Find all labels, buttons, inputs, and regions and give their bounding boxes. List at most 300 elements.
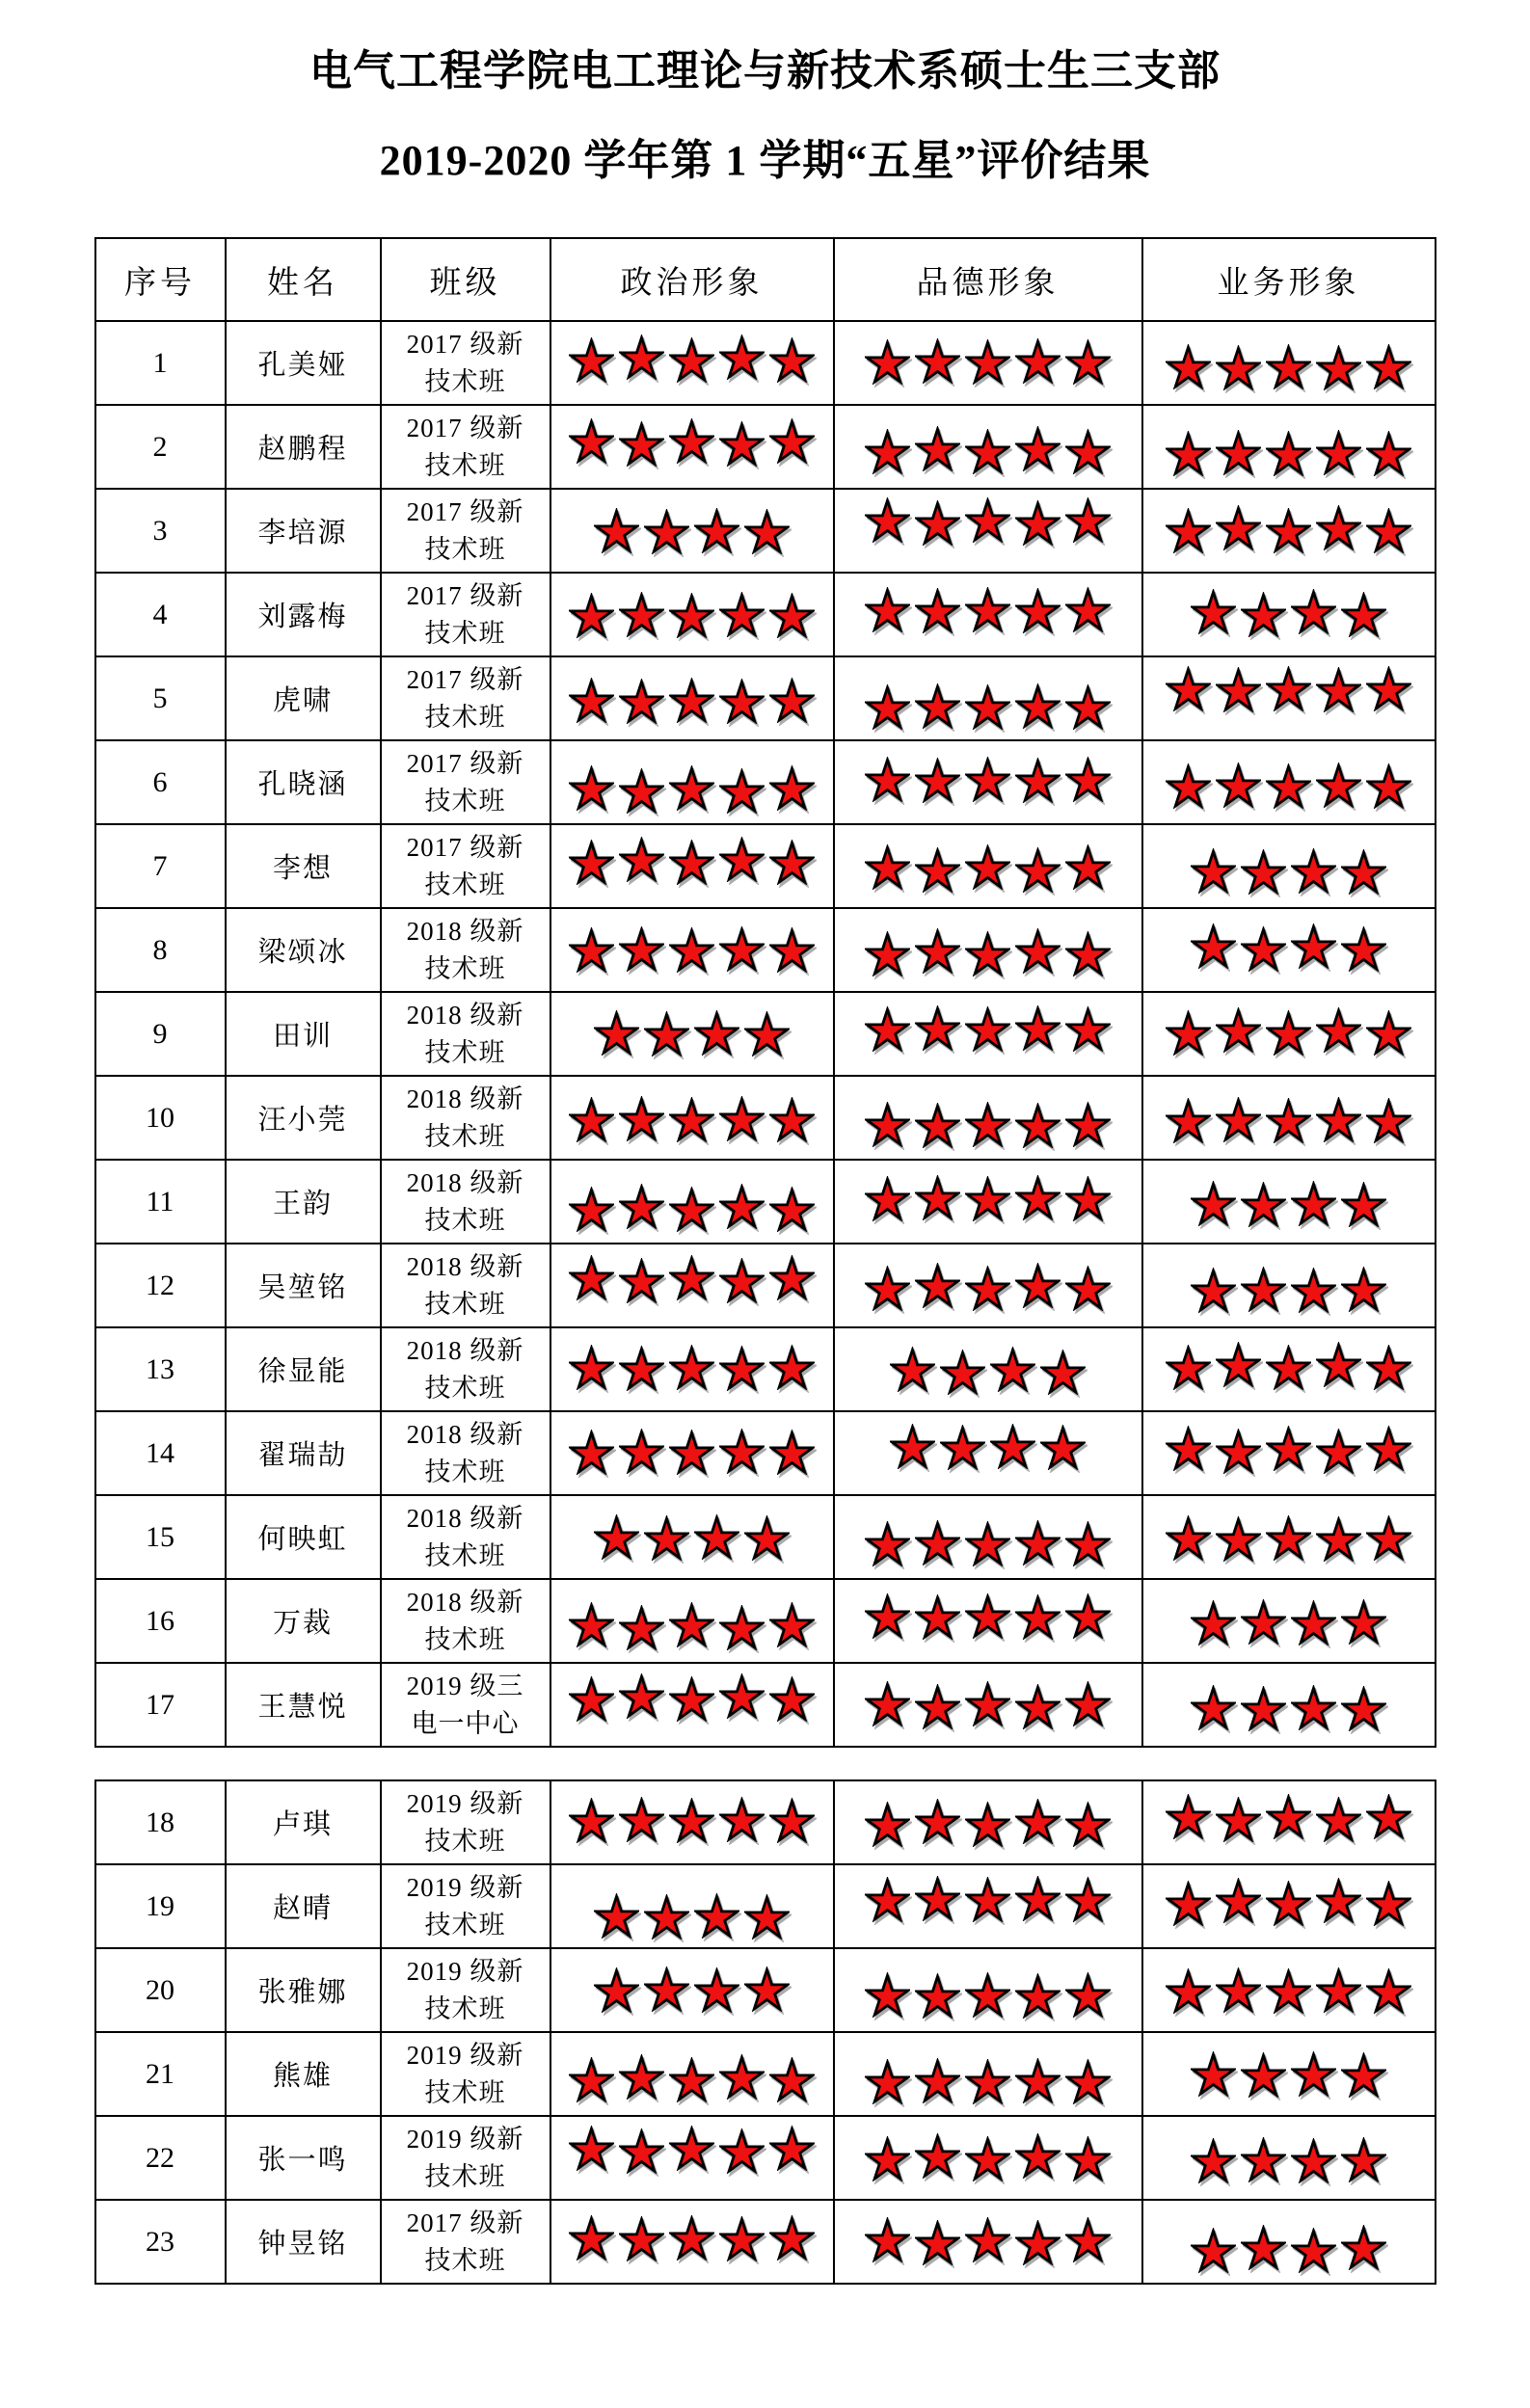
star-icon — [965, 2217, 1010, 2262]
cell-class: 2017 级新技术班 — [381, 824, 550, 908]
star-icon — [1015, 1594, 1060, 1640]
star-icon — [1191, 1600, 1236, 1645]
star-icon — [965, 1877, 1010, 1922]
cell-moral-rating — [834, 1244, 1142, 1327]
table-row — [95, 908, 1436, 992]
cell-political-rating — [550, 405, 834, 489]
star-icon — [619, 1184, 664, 1229]
star-icon — [1316, 667, 1361, 712]
star-icon — [1065, 2136, 1111, 2181]
star-icon — [769, 678, 815, 723]
star-icon — [1366, 1968, 1411, 2014]
cell-index: 13 — [95, 1327, 226, 1411]
star-icon — [965, 1176, 1010, 1221]
star-icon — [1266, 1098, 1311, 1143]
cell-business-rating — [1142, 908, 1436, 992]
moral-star-rating — [835, 1009, 1141, 1055]
star-icon — [1191, 589, 1236, 634]
cell-business-rating — [1142, 1948, 1436, 2032]
cell-moral-rating — [834, 656, 1142, 740]
star-icon — [865, 339, 910, 385]
cell-political-rating — [550, 1579, 834, 1663]
star-icon — [865, 587, 910, 632]
star-icon — [1366, 1794, 1411, 1839]
business-star-rating — [1143, 1012, 1435, 1057]
cell-name: 张雅娜 — [226, 1948, 381, 2032]
cell-index: 7 — [95, 824, 226, 908]
star-icon — [569, 1430, 614, 1475]
star-icon — [1065, 1681, 1111, 1726]
cell-name: 万裁 — [226, 1579, 381, 1663]
table-row — [95, 1327, 1436, 1411]
star-icon — [915, 426, 960, 471]
cell-index: 1 — [95, 321, 226, 405]
star-icon — [569, 927, 614, 973]
star-icon — [865, 2136, 910, 2181]
star-icon — [619, 1258, 664, 1303]
political-star-rating — [551, 1349, 833, 1394]
cell-business-rating — [1142, 1244, 1436, 1327]
political-star-rating — [551, 2054, 833, 2100]
star-icon — [594, 1893, 639, 1939]
star-icon — [1316, 430, 1361, 475]
star-icon — [1191, 1181, 1236, 1226]
star-icon — [1015, 1520, 1060, 1565]
col-header-no: 序号 — [95, 238, 226, 321]
star-icon — [619, 334, 664, 380]
cell-class: 2019 级新技术班 — [381, 1948, 550, 2032]
cell-name: 李培源 — [226, 489, 381, 573]
cell-moral-rating — [834, 992, 1142, 1076]
business-star-rating — [1143, 1431, 1435, 1476]
star-icon — [569, 2215, 614, 2261]
star-icon — [1166, 1426, 1211, 1471]
business-star-rating — [1143, 340, 1435, 386]
star-icon — [1366, 1881, 1411, 1926]
star-icon — [1191, 848, 1236, 894]
star-icon — [1241, 2137, 1286, 2182]
moral-star-rating — [835, 426, 1141, 471]
star-icon — [1166, 344, 1211, 389]
star-icon — [569, 2057, 614, 2102]
cell-political-rating — [550, 1495, 834, 1579]
cell-class: 2017 级新技术班 — [381, 656, 550, 740]
table-header-row — [95, 238, 1436, 321]
star-icon — [1291, 848, 1336, 894]
star-icon — [1191, 923, 1236, 969]
cell-class: 2018 级新技术班 — [381, 1244, 550, 1327]
star-icon — [1191, 1268, 1236, 1313]
star-icon — [915, 2058, 960, 2103]
star-icon — [719, 679, 765, 724]
star-icon — [915, 1684, 960, 1729]
evaluation-table-block1 — [94, 237, 1436, 1748]
star-icon — [1040, 1425, 1086, 1470]
cell-class: 2018 级新技术班 — [381, 992, 550, 1076]
cell-name: 王韵 — [226, 1160, 381, 1244]
star-icon — [865, 1877, 910, 1922]
moral-star-rating — [835, 2057, 1141, 2102]
cell-index: 10 — [95, 1076, 226, 1160]
cell-name: 梁颂冰 — [226, 908, 381, 992]
star-icon — [1266, 1515, 1311, 1561]
star-icon — [1015, 758, 1060, 803]
star-icon — [1241, 1267, 1286, 1312]
star-icon — [965, 2136, 1010, 2181]
document-title-line1: 电气工程学院电工理论与新技术系硕士生三支部 — [309, 47, 1221, 94]
star-icon — [769, 418, 815, 464]
star-icon — [1166, 1345, 1211, 1390]
political-star-rating — [551, 512, 833, 557]
cell-index: 5 — [95, 656, 226, 740]
star-icon — [769, 2126, 815, 2171]
cell-political-rating — [550, 1244, 834, 1327]
table-row — [95, 1663, 1436, 1747]
star-icon — [1216, 1097, 1261, 1142]
star-icon — [965, 1681, 1010, 1726]
star-icon — [1015, 1263, 1060, 1308]
star-icon — [1291, 1181, 1336, 1226]
star-icon — [594, 508, 639, 553]
table-row — [95, 405, 1436, 489]
star-icon — [890, 1347, 935, 1392]
cell-name: 汪小莞 — [226, 1076, 381, 1160]
cell-political-rating — [550, 1864, 834, 1948]
star-icon — [1241, 849, 1286, 895]
cell-political-rating — [550, 1948, 834, 2032]
cell-business-rating — [1142, 2200, 1436, 2284]
star-icon — [569, 593, 614, 638]
star-icon — [619, 1096, 664, 1141]
star-icon — [719, 768, 765, 814]
star-icon — [1241, 2052, 1286, 2098]
star-icon — [1316, 1967, 1361, 2013]
star-icon — [1015, 500, 1060, 546]
star-icon — [1015, 847, 1060, 893]
table-row — [95, 2032, 1436, 2116]
business-star-rating — [1143, 1266, 1435, 1311]
cell-index: 9 — [95, 992, 226, 1076]
star-icon — [1216, 667, 1261, 712]
star-icon — [1015, 1684, 1060, 1729]
star-icon — [569, 1798, 614, 1843]
star-icon — [1015, 683, 1060, 729]
star-icon — [965, 757, 1010, 802]
star-icon — [769, 1187, 815, 1232]
political-star-rating — [551, 842, 833, 887]
star-icon — [1291, 923, 1336, 969]
star-icon — [1065, 844, 1111, 890]
star-icon — [644, 1011, 689, 1057]
star-icon — [890, 1424, 935, 1469]
star-icon — [1241, 926, 1286, 972]
star-icon — [569, 337, 614, 383]
cell-class: 2019 级新技术班 — [381, 2116, 550, 2200]
star-icon — [1065, 497, 1111, 543]
cell-index: 16 — [95, 1579, 226, 1663]
star-icon — [619, 926, 664, 972]
star-icon — [569, 418, 614, 464]
political-star-rating — [551, 930, 833, 976]
star-icon — [1216, 1429, 1261, 1474]
star-icon — [990, 1347, 1035, 1392]
star-icon — [619, 2054, 664, 2100]
cell-name: 张一鸣 — [226, 2116, 381, 2200]
star-icon — [865, 2059, 910, 2104]
cell-moral-rating — [834, 405, 1142, 489]
star-icon — [1316, 1429, 1361, 1474]
star-icon — [694, 1010, 739, 1056]
star-icon — [1366, 1345, 1411, 1390]
cell-moral-rating — [834, 2032, 1142, 2116]
col-header-moral: 品德形象 — [834, 238, 1142, 321]
star-icon — [1341, 1599, 1386, 1645]
star-icon — [915, 1799, 960, 1844]
political-star-rating — [551, 1602, 833, 1647]
star-icon — [769, 2057, 815, 2102]
cell-business-rating — [1142, 405, 1436, 489]
star-icon — [965, 587, 1010, 632]
star-icon — [1266, 1345, 1311, 1390]
star-icon — [1366, 763, 1411, 809]
star-icon — [1015, 1973, 1060, 2019]
star-icon — [1166, 1515, 1211, 1561]
star-icon — [1065, 2217, 1111, 2262]
star-icon — [669, 927, 714, 973]
table-row — [95, 321, 1436, 405]
cell-moral-rating — [834, 489, 1142, 573]
political-star-rating — [551, 588, 833, 633]
moral-star-rating — [835, 1681, 1141, 1726]
political-star-rating — [551, 1889, 833, 1935]
cell-moral-rating — [834, 321, 1142, 405]
star-icon — [1366, 1098, 1411, 1143]
table-row — [95, 2116, 1436, 2200]
cell-business-rating — [1142, 1579, 1436, 1663]
cell-political-rating — [550, 1411, 834, 1495]
moral-star-rating — [835, 1880, 1141, 1925]
star-icon — [1266, 1010, 1311, 1056]
cell-business-rating — [1142, 489, 1436, 573]
cell-business-rating — [1142, 573, 1436, 656]
star-icon — [940, 1425, 985, 1470]
star-icon — [669, 765, 714, 811]
star-icon — [1241, 2225, 1286, 2270]
star-icon — [1291, 589, 1336, 634]
star-icon — [865, 1593, 910, 1639]
moral-star-rating — [835, 2133, 1141, 2179]
cell-index: 19 — [95, 1864, 226, 1948]
star-icon — [1166, 1881, 1211, 1926]
star-icon — [669, 1798, 714, 1843]
cell-class: 2019 级新技术班 — [381, 1864, 550, 1948]
cell-index: 21 — [95, 2032, 226, 2116]
star-icon — [1366, 1426, 1411, 1471]
cell-name: 熊雄 — [226, 2032, 381, 2116]
col-header-class: 班级 — [381, 238, 550, 321]
business-star-rating — [1143, 2047, 1435, 2093]
star-icon — [1291, 2138, 1336, 2183]
star-icon — [744, 1894, 790, 1940]
moral-star-rating — [835, 1968, 1141, 2014]
star-icon — [719, 1096, 765, 1141]
star-icon — [1216, 1342, 1261, 1387]
cell-name: 徐显能 — [226, 1327, 381, 1411]
star-icon — [965, 684, 1010, 730]
business-star-rating — [1143, 759, 1435, 804]
star-icon — [669, 1187, 714, 1232]
star-icon — [1065, 1802, 1111, 1847]
star-icon — [1015, 1876, 1060, 1921]
business-star-rating — [1143, 847, 1435, 893]
star-icon — [1366, 344, 1411, 389]
star-icon — [1166, 1098, 1211, 1143]
moral-star-rating — [835, 1098, 1141, 1143]
cell-political-rating — [550, 740, 834, 824]
star-icon — [569, 1602, 614, 1647]
star-icon — [1341, 1686, 1386, 1731]
political-star-rating — [551, 1095, 833, 1140]
cell-business-rating — [1142, 1495, 1436, 1579]
star-icon — [1266, 1881, 1311, 1926]
star-icon — [769, 1602, 815, 1647]
cell-name: 吴堃铭 — [226, 1244, 381, 1327]
cell-political-rating — [550, 1076, 834, 1160]
star-icon — [1065, 684, 1111, 730]
star-icon — [965, 1972, 1010, 2018]
star-icon — [915, 1876, 960, 1921]
cell-class: 2018 级新技术班 — [381, 1579, 550, 1663]
star-icon — [569, 1097, 614, 1142]
moral-star-rating — [835, 1263, 1141, 1308]
business-star-rating — [1143, 1684, 1435, 1729]
star-icon — [1065, 429, 1111, 474]
star-icon — [965, 931, 1010, 977]
business-star-rating — [1143, 923, 1435, 969]
star-icon — [719, 421, 765, 467]
star-icon — [1241, 592, 1286, 637]
star-icon — [1241, 1182, 1286, 1227]
star-icon — [1341, 1267, 1386, 1312]
cell-class: 2018 级新技术班 — [381, 908, 550, 992]
star-icon — [669, 678, 714, 723]
star-icon — [1065, 931, 1111, 977]
star-icon — [719, 1797, 765, 1842]
star-icon — [965, 1006, 1010, 1052]
star-icon — [1316, 345, 1361, 390]
cell-business-rating — [1142, 2032, 1436, 2116]
cell-class: 2018 级新技术班 — [381, 1076, 550, 1160]
star-icon — [1266, 508, 1311, 553]
star-icon — [644, 509, 689, 554]
star-icon — [719, 837, 765, 882]
star-icon — [915, 588, 960, 633]
political-star-rating — [551, 1184, 833, 1229]
cell-index: 18 — [95, 1780, 226, 1864]
star-icon — [1291, 1600, 1336, 1645]
cell-political-rating — [550, 2116, 834, 2200]
star-icon — [1316, 1797, 1361, 1842]
cell-class: 2017 级新技术班 — [381, 2200, 550, 2284]
star-icon — [915, 683, 960, 729]
star-icon — [1015, 2058, 1060, 2103]
table-row — [95, 1780, 1436, 1864]
star-icon — [1015, 426, 1060, 471]
star-icon — [1015, 928, 1060, 974]
star-icon — [619, 592, 664, 637]
star-icon — [865, 1802, 910, 1847]
cell-business-rating — [1142, 2116, 1436, 2200]
star-icon — [744, 509, 790, 554]
star-icon — [1216, 1797, 1261, 1842]
moral-star-rating — [835, 844, 1141, 890]
star-icon — [965, 1521, 1010, 1566]
table-row — [95, 1495, 1436, 1579]
star-icon — [1065, 1521, 1111, 1566]
star-icon — [1316, 1007, 1361, 1053]
star-icon — [1341, 2137, 1386, 2182]
cell-index: 14 — [95, 1411, 226, 1495]
star-icon — [865, 429, 910, 474]
cell-political-rating — [550, 1160, 834, 1244]
star-icon — [744, 1011, 790, 1057]
star-icon — [1216, 763, 1261, 808]
cell-moral-rating — [834, 1663, 1142, 1747]
star-icon — [865, 2217, 910, 2262]
star-icon — [769, 765, 815, 811]
star-icon — [865, 497, 910, 543]
star-icon — [619, 1429, 664, 1474]
cell-political-rating — [550, 489, 834, 573]
star-icon — [719, 1429, 765, 1474]
cell-class: 2018 级新技术班 — [381, 1327, 550, 1411]
star-icon — [1241, 1686, 1286, 1731]
cell-name: 李想 — [226, 824, 381, 908]
star-icon — [594, 1967, 639, 2013]
star-icon — [769, 337, 815, 383]
cell-class: 2017 级新技术班 — [381, 489, 550, 573]
star-icon — [1366, 508, 1411, 553]
cell-business-rating — [1142, 824, 1436, 908]
star-icon — [769, 1676, 815, 1722]
star-icon — [1065, 1102, 1111, 1147]
star-icon — [719, 1673, 765, 1719]
cell-moral-rating — [834, 573, 1142, 656]
star-icon — [669, 337, 714, 383]
cell-index: 3 — [95, 489, 226, 573]
cell-business-rating — [1142, 1864, 1436, 1948]
star-icon — [915, 847, 960, 893]
star-icon — [694, 1514, 739, 1560]
star-icon — [1065, 757, 1111, 802]
star-icon — [865, 757, 910, 802]
star-icon — [619, 1673, 664, 1719]
moral-star-rating — [835, 591, 1141, 636]
star-icon — [619, 1605, 664, 1650]
business-star-rating — [1143, 1101, 1435, 1146]
political-star-rating — [551, 1513, 833, 1559]
star-icon — [1216, 430, 1261, 475]
political-star-rating — [551, 1966, 833, 2011]
cell-political-rating — [550, 1327, 834, 1411]
political-star-rating — [551, 2130, 833, 2176]
business-star-rating — [1143, 594, 1435, 639]
cell-political-rating — [550, 321, 834, 405]
star-icon — [1065, 2059, 1111, 2104]
star-icon — [694, 1967, 739, 2013]
star-icon — [1216, 1516, 1261, 1562]
star-icon — [669, 1345, 714, 1390]
